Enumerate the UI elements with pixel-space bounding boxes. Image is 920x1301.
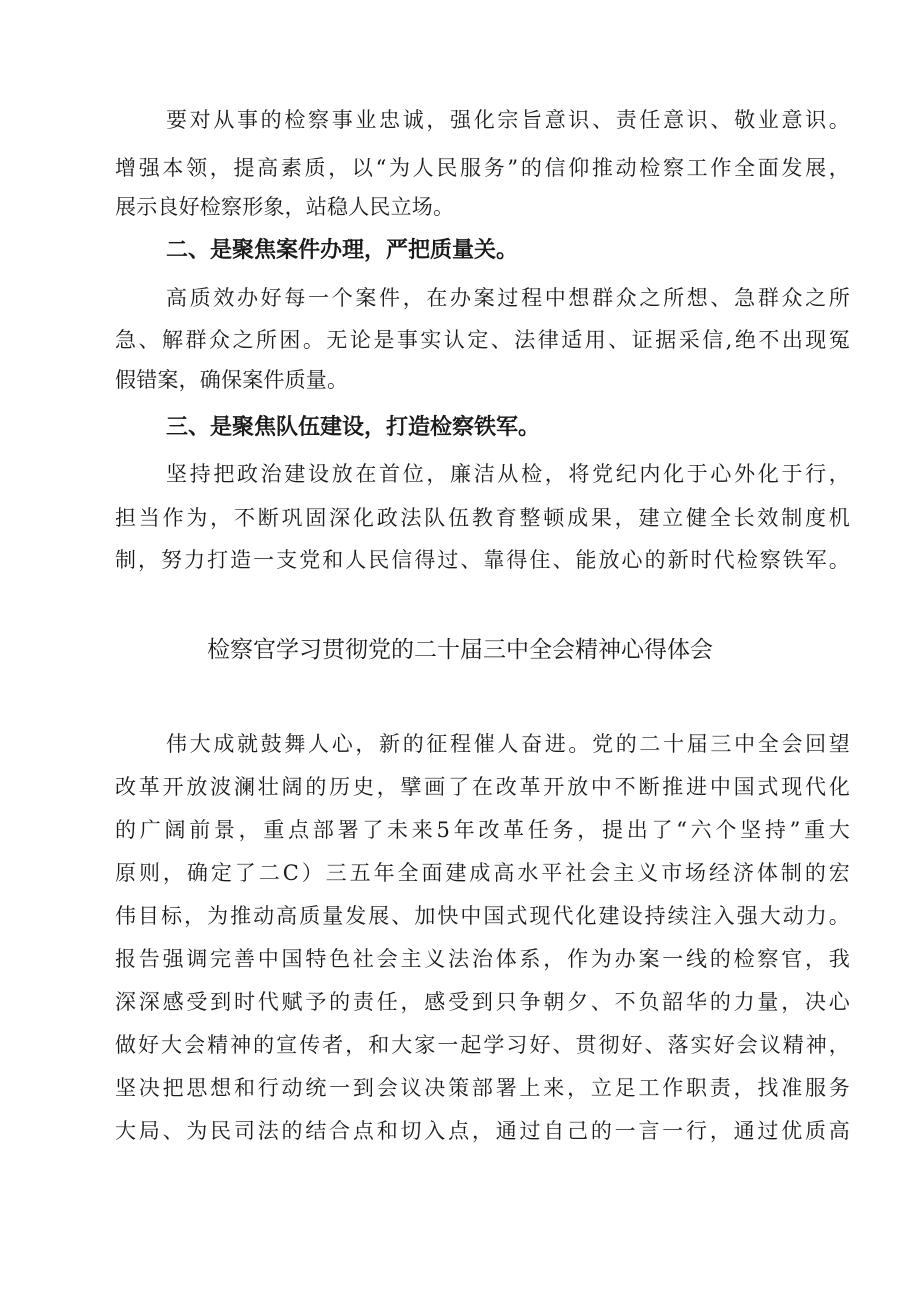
section-heading: 三、是聚焦队伍建设，打造检察铁军。 <box>166 415 541 440</box>
paragraph-line: 坚持把政治建设放在首位，廉洁从检，将党纪内化于心外化于行， <box>166 462 850 486</box>
paragraph-line: 做好大会精神的宣传者，和大家一起学习好、贯彻好、落实好会议精神， <box>115 1033 850 1057</box>
paragraph-line: 深深感受到时代赋予的责任，感受到只争朝夕、不负韶华的力量，决心 <box>115 990 850 1014</box>
paragraph-line: 要对从事的检察事业忠诚，强化宗旨意识、责任意识、敬业意识。 <box>166 108 850 132</box>
paragraph-line: 高质效办好每一个案件，在办案过程中想群众之所想、急群众之所 <box>166 286 850 310</box>
paragraph-line: 报告强调完善中国特色社会主义法治体系，作为办案一线的检察官，我 <box>115 947 850 971</box>
paragraph-line: 大局、为民司法的结合点和切入点，通过自己的一言一行，通过优质高 <box>115 1119 850 1143</box>
paragraph-line: 展示良好检察形象，站稳人民立场。 <box>115 195 455 219</box>
paragraph-line: 急、解群众之所困。无论是事实认定、法律适用、证据采信,绝不出现冤 <box>115 328 850 352</box>
paragraph-line: 假错案，确保案件质量。 <box>115 368 349 392</box>
paragraph-line: 坚决把思想和行动统一到会议决策部署上来，立足工作职责，找准服务 <box>115 1076 850 1100</box>
paragraph-line: 的广阔前景，重点部署了未来5年改革任务，提出了“六个坚持”重大 <box>115 818 850 842</box>
paragraph-line: 伟大成就鼓舞人心，新的征程催人奋进。党的二十届三中全会回望 <box>166 732 850 756</box>
paragraph-line: 担当作为，不断巩固深化政法队伍教育整顿成果，建立健全长效制度机 <box>115 506 850 530</box>
paragraph-line: 改革开放波澜壮阔的历史，擘画了在改革开放中不断推进中国式现代化 <box>115 775 850 799</box>
paragraph-line: 原则，确定了二C）三五年全面建成高水平社会主义市场经济体制的宏 <box>115 861 850 885</box>
article-title: 检察官学习贯彻党的二十届三中全会精神心得体会 <box>207 637 713 663</box>
paragraph-line: 伟目标，为推动高质量发展、加快中国式现代化建设持续注入强大动力。 <box>115 904 850 928</box>
paragraph-line: 增强本领，提高素质，以“为人民服务”的信仰推动检察工作全面发展， <box>115 156 850 180</box>
paragraph-line: 制，努力打造一支党和人民信得过、靠得住、能放心的新时代检察铁军。 <box>115 548 850 572</box>
section-heading: 二、是聚焦案件办理，严把质量关。 <box>166 238 519 263</box>
